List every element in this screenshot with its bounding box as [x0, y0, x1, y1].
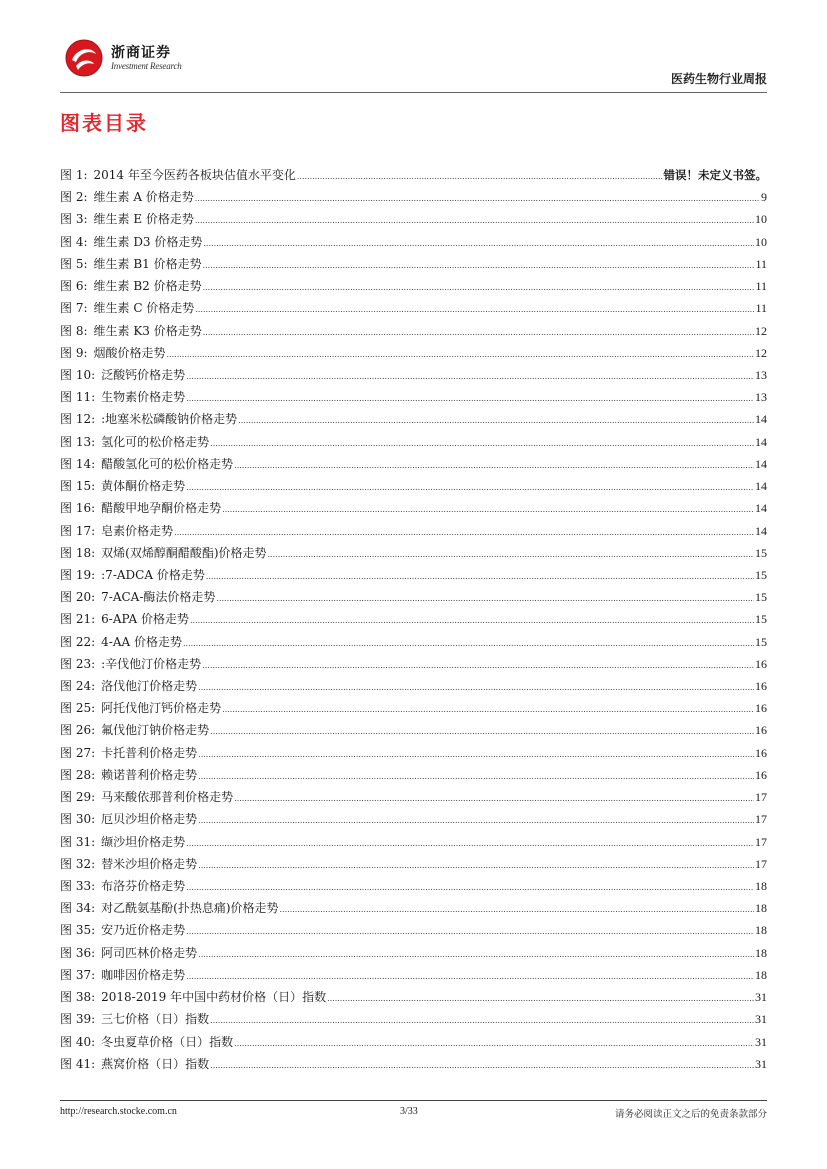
toc-entry-title: 冬虫夏草价格（日）指数 — [101, 1034, 234, 1049]
toc-entry-page: 15 — [755, 567, 767, 582]
toc-entry-title: 维生素 D3 价格走势 — [93, 234, 203, 249]
toc-entry-title: 泛酸钙价格走势 — [101, 367, 186, 382]
page-footer — [60, 1106, 767, 1120]
company-name-en: Investment Research — [111, 61, 182, 71]
toc-entry-page: 17 — [755, 856, 767, 871]
toc-entry-number: 图 14: — [60, 456, 96, 471]
toc-entry-title: :7-ADCA 价格走势 — [101, 567, 205, 582]
toc-entry-number: 图 34: — [60, 901, 96, 916]
toc-dot-leader — [222, 697, 754, 721]
toc-dot-leader — [198, 942, 754, 966]
toc-entry[interactable] — [60, 942, 767, 964]
toc-entry-number: 图 38: — [60, 990, 96, 1005]
toc-entry[interactable] — [60, 431, 767, 453]
toc-entry-page: 9 — [761, 190, 767, 205]
toc-entry[interactable] — [60, 675, 767, 697]
toc-entry-title: :地塞米松磷酸钠价格走势 — [101, 412, 238, 427]
toc-entry-number: 图 7: — [60, 301, 88, 316]
toc-entry-page: 18 — [755, 923, 767, 938]
toc-entry-number: 图 3: — [60, 212, 88, 227]
toc-entry-number: 图 10: — [60, 367, 96, 382]
toc-entry-number: 图 12: — [60, 412, 96, 427]
toc-entry[interactable] — [60, 320, 767, 342]
toc-dot-leader — [186, 875, 754, 899]
toc-entry[interactable] — [60, 831, 767, 853]
toc-entry-number: 图 31: — [60, 834, 96, 849]
toc-entry[interactable] — [60, 275, 767, 297]
toc-dot-leader — [198, 808, 754, 832]
toc-entry-title: 4-AA 价格走势 — [101, 634, 182, 649]
toc-entry-number: 图 1: — [60, 168, 88, 182]
toc-dot-leader — [206, 564, 754, 588]
toc-dot-leader — [268, 542, 754, 566]
toc-entry[interactable] — [60, 231, 767, 253]
toc-entry[interactable] — [60, 453, 767, 475]
toc-entry-page: 16 — [755, 767, 767, 782]
toc-dot-leader — [203, 231, 754, 255]
toc-dot-leader — [216, 586, 754, 610]
toc-entry-title: 7-ACA-酶法价格走势 — [101, 590, 216, 605]
toc-entry[interactable] — [60, 1053, 767, 1075]
toc-entry-page: 14 — [755, 456, 767, 471]
toc-entry-title: 黄体酮价格走势 — [101, 479, 186, 494]
toc-entry-title: 洛伐他汀价格走势 — [101, 679, 198, 694]
toc-entry-title: 维生素 B2 价格走势 — [93, 279, 202, 294]
toc-entry-number: 图 28: — [60, 767, 96, 782]
toc-entry-title: 赖诺普利价格走势 — [101, 767, 198, 782]
toc-entry-title: 对乙酰氨基酚(扑热息痛)价格走势 — [101, 901, 279, 916]
toc-dot-leader — [203, 275, 755, 299]
toc-entry-page: 17 — [755, 812, 767, 827]
toc-entry[interactable] — [60, 786, 767, 808]
toc-dot-leader — [234, 786, 754, 810]
toc-entry-number: 图 35: — [60, 923, 96, 938]
toc-dot-leader — [195, 186, 760, 210]
toc-entry-page: 10 — [755, 234, 767, 249]
toc-entry-title: 氢化可的松价格走势 — [101, 434, 210, 449]
toc-dot-leader — [195, 297, 754, 321]
page-number: 3/33 — [400, 1106, 418, 1117]
toc-dot-leader — [183, 631, 754, 655]
toc-entry[interactable] — [60, 608, 767, 630]
toc-entry-title: 2014 年至今医药各板块估值水平变化 — [93, 168, 296, 182]
toc-dot-leader — [190, 608, 754, 632]
toc-entry-page: 14 — [755, 412, 767, 427]
toc-entry-title: 布洛芬价格走势 — [101, 879, 186, 893]
toc-entry[interactable] — [60, 475, 767, 497]
toc-entry-page: 18 — [755, 967, 767, 982]
toc-entry-page: 16 — [755, 701, 767, 716]
toc-entry-number: 图 6: — [60, 279, 88, 294]
toc-entry-page: 31 — [755, 1012, 767, 1027]
report-type: 医药生物行业周报 — [670, 72, 767, 86]
toc-entry[interactable] — [60, 364, 767, 386]
toc-entry-page: 13 — [755, 367, 767, 382]
toc-entry-number: 图 41: — [60, 1056, 96, 1071]
toc-entry-page: 14 — [755, 501, 767, 516]
toc-entry-number: 图 30: — [60, 812, 96, 827]
toc-dot-leader — [280, 897, 754, 921]
toc-entry-title: 维生素 K3 价格走势 — [93, 323, 202, 338]
toc-entry[interactable] — [60, 408, 767, 430]
toc-entry-title: 醋酸氢化可的松价格走势 — [101, 456, 234, 471]
toc-entry-page: 15 — [755, 545, 767, 560]
toc-entry-title: 缬沙坦价格走势 — [101, 834, 186, 849]
toc-entry[interactable] — [60, 1031, 767, 1053]
toc-entry-title: 厄贝沙坦价格走势 — [101, 812, 198, 827]
toc-entry-number: 图 25: — [60, 701, 96, 716]
toc-entry-title: 维生素 B1 价格走势 — [93, 256, 202, 271]
toc-entry[interactable] — [60, 520, 767, 542]
toc-entry[interactable] — [60, 297, 767, 319]
toc-dot-leader — [222, 497, 754, 521]
toc-entry[interactable] — [60, 564, 767, 586]
toc-entry-number: 图 2: — [60, 190, 88, 205]
toc-entry-title: 维生素 A 价格走势 — [93, 190, 194, 205]
toc-entry-title: 安乃近价格走势 — [101, 923, 186, 938]
toc-entry[interactable] — [60, 653, 767, 675]
toc-entry-page: 15 — [755, 634, 767, 649]
toc-entry-page: 31 — [755, 1034, 767, 1049]
toc-dot-leader — [234, 453, 754, 477]
toc-entry-number: 图 17: — [60, 523, 96, 538]
toc-entry-page: 11 — [755, 279, 767, 294]
toc-entry-title: 咖啡因价格走势 — [101, 967, 186, 982]
toc-entry-page: 10 — [755, 212, 767, 227]
toc-dot-leader — [297, 164, 663, 188]
toc-entry-title: 氟伐他汀钠价格走势 — [101, 723, 210, 738]
toc-entry-page: 15 — [755, 590, 767, 605]
toc-entry-page: 14 — [755, 434, 767, 449]
toc-dot-leader — [198, 675, 754, 699]
toc-entry[interactable] — [60, 342, 767, 364]
toc-dot-leader — [210, 431, 754, 455]
toc-entry-page: 12 — [755, 323, 767, 338]
toc-dot-leader — [174, 520, 754, 544]
toc-entry[interactable] — [60, 208, 767, 230]
toc-dot-leader — [198, 742, 754, 766]
toc-entry[interactable] — [60, 897, 767, 919]
toc-dot-leader — [186, 964, 754, 988]
toc-entry-number: 图 21: — [60, 612, 96, 627]
toc-dot-leader — [327, 986, 754, 1010]
toc-dot-leader — [186, 919, 754, 943]
header-divider — [60, 92, 767, 93]
toc-dot-leader — [203, 320, 754, 344]
toc-entry-page: 18 — [755, 901, 767, 916]
toc-entry-number: 图 29: — [60, 790, 96, 805]
toc-dot-leader — [186, 364, 754, 388]
toc-entry-page: 14 — [755, 523, 767, 538]
company-name-cn: 浙商证券 — [111, 45, 171, 61]
toc-entry[interactable] — [60, 764, 767, 786]
toc-entry-page: 错误！未定义书签。 — [663, 168, 767, 182]
toc-entry-number: 图 27: — [60, 745, 96, 760]
toc-entry-title: 生物素价格走势 — [101, 390, 186, 405]
toc-entry-page: 11 — [755, 256, 767, 271]
page-header — [60, 38, 767, 96]
toc-entry-number: 图 23: — [60, 656, 96, 671]
toc-entry-number: 图 4: — [60, 234, 88, 249]
toc-dot-leader — [210, 719, 754, 743]
company-logo — [64, 38, 104, 78]
toc-dot-leader — [234, 1031, 754, 1055]
toc-dot-leader — [198, 853, 754, 877]
toc-entry-page: 15 — [755, 612, 767, 627]
toc-entry[interactable] — [60, 719, 767, 741]
toc-entry[interactable] — [60, 497, 767, 519]
toc-entry-title: 烟酸价格走势 — [93, 345, 166, 360]
table-of-figures — [60, 164, 767, 1075]
toc-dot-leader — [198, 764, 754, 788]
toc-dot-leader — [186, 475, 754, 499]
toc-dot-leader — [210, 1053, 754, 1077]
toc-entry-number: 图 8: — [60, 323, 88, 338]
footer-divider — [60, 1100, 767, 1101]
toc-entry-page: 17 — [755, 834, 767, 849]
toc-entry-number: 图 13: — [60, 434, 96, 449]
toc-entry[interactable] — [60, 586, 767, 608]
toc-entry[interactable] — [60, 986, 767, 1008]
toc-entry-number: 图 18: — [60, 545, 96, 560]
toc-entry-title: 皂素价格走势 — [101, 523, 174, 538]
toc-entry-page: 16 — [755, 723, 767, 738]
toc-entry-page: 13 — [755, 390, 767, 405]
toc-entry-title: 燕窝价格（日）指数 — [101, 1056, 210, 1071]
toc-entry-number: 图 20: — [60, 590, 96, 605]
footer-url[interactable]: http://research.stocke.com.cn — [60, 1106, 177, 1117]
toc-entry-number: 图 26: — [60, 723, 96, 738]
toc-entry-title: 马来酸依那普利价格走势 — [101, 790, 234, 805]
toc-dot-leader — [186, 831, 754, 855]
toc-entry-number: 图 37: — [60, 967, 96, 982]
toc-entry-page: 12 — [755, 345, 767, 360]
toc-dot-leader — [210, 1008, 754, 1032]
toc-entry-number: 图 33: — [60, 879, 96, 893]
toc-entry[interactable] — [60, 919, 767, 941]
toc-entry-number: 图 36: — [60, 945, 96, 960]
toc-entry-title: 2018-2019 年中国中药材价格（日）指数 — [101, 990, 327, 1005]
toc-entry-number: 图 22: — [60, 634, 96, 649]
toc-entry-page: 31 — [755, 1056, 767, 1071]
toc-entry-number: 图 40: — [60, 1034, 96, 1049]
toc-entry[interactable] — [60, 697, 767, 719]
toc-entry-title: 维生素 E 价格走势 — [93, 212, 194, 227]
toc-dot-leader — [167, 342, 754, 366]
toc-entry-number: 图 15: — [60, 479, 96, 494]
toc-entry-page: 16 — [755, 745, 767, 760]
toc-entry[interactable] — [60, 808, 767, 830]
toc-dot-leader — [186, 386, 754, 410]
toc-entry-page: 16 — [755, 656, 767, 671]
toc-entry-number: 图 39: — [60, 1012, 96, 1027]
toc-entry-page: 31 — [755, 990, 767, 1005]
toc-entry-number: 图 16: — [60, 501, 96, 516]
toc-dot-leader — [203, 253, 755, 277]
toc-entry-title: 三七价格（日）指数 — [101, 1012, 210, 1027]
toc-entry-title: 双烯(双烯醇酮醋酸酯)价格走势 — [101, 545, 267, 560]
toc-entry[interactable] — [60, 542, 767, 564]
toc-entry[interactable] — [60, 964, 767, 986]
toc-entry-page: 17 — [755, 790, 767, 805]
toc-dot-leader — [238, 408, 754, 432]
toc-entry-title: 阿托伐他汀钙价格走势 — [101, 701, 222, 716]
section-title: 图表目录 — [60, 111, 148, 135]
toc-entry-number: 图 9: — [60, 345, 88, 360]
toc-entry-title: 阿司匹林价格走势 — [101, 945, 198, 960]
toc-entry-page: 16 — [755, 679, 767, 694]
toc-entry[interactable] — [60, 253, 767, 275]
toc-entry[interactable] — [60, 853, 767, 875]
toc-entry-number: 图 32: — [60, 856, 96, 871]
footer-disclaimer: 请务必阅读正文之后的免责条款部分 — [614, 1109, 767, 1120]
toc-entry[interactable] — [60, 186, 767, 208]
toc-entry-page: 18 — [755, 879, 767, 893]
toc-entry[interactable] — [60, 1008, 767, 1030]
toc-entry-page: 18 — [755, 945, 767, 960]
toc-dot-leader — [195, 208, 754, 232]
toc-dot-leader — [202, 653, 754, 677]
toc-entry-title: :辛伐他汀价格走势 — [101, 656, 202, 671]
toc-entry[interactable] — [60, 875, 767, 897]
toc-entry-number: 图 5: — [60, 256, 88, 271]
toc-entry[interactable] — [60, 631, 767, 653]
toc-entry[interactable] — [60, 386, 767, 408]
toc-entry-title: 替米沙坦价格走势 — [101, 856, 198, 871]
toc-entry-title: 醋酸甲地孕酮价格走势 — [101, 501, 222, 516]
toc-entry-title: 维生素 C 价格走势 — [93, 301, 195, 316]
toc-entry-page: 14 — [755, 479, 767, 494]
toc-entry-number: 图 11: — [60, 390, 96, 405]
toc-entry-number: 图 24: — [60, 679, 96, 694]
toc-entry-number: 图 19: — [60, 567, 96, 582]
toc-entry-title: 6-APA 价格走势 — [101, 612, 189, 627]
toc-entry-title: 卡托普利价格走势 — [101, 745, 198, 760]
toc-entry-page: 11 — [755, 301, 767, 316]
toc-entry[interactable] — [60, 164, 767, 186]
toc-entry[interactable] — [60, 742, 767, 764]
